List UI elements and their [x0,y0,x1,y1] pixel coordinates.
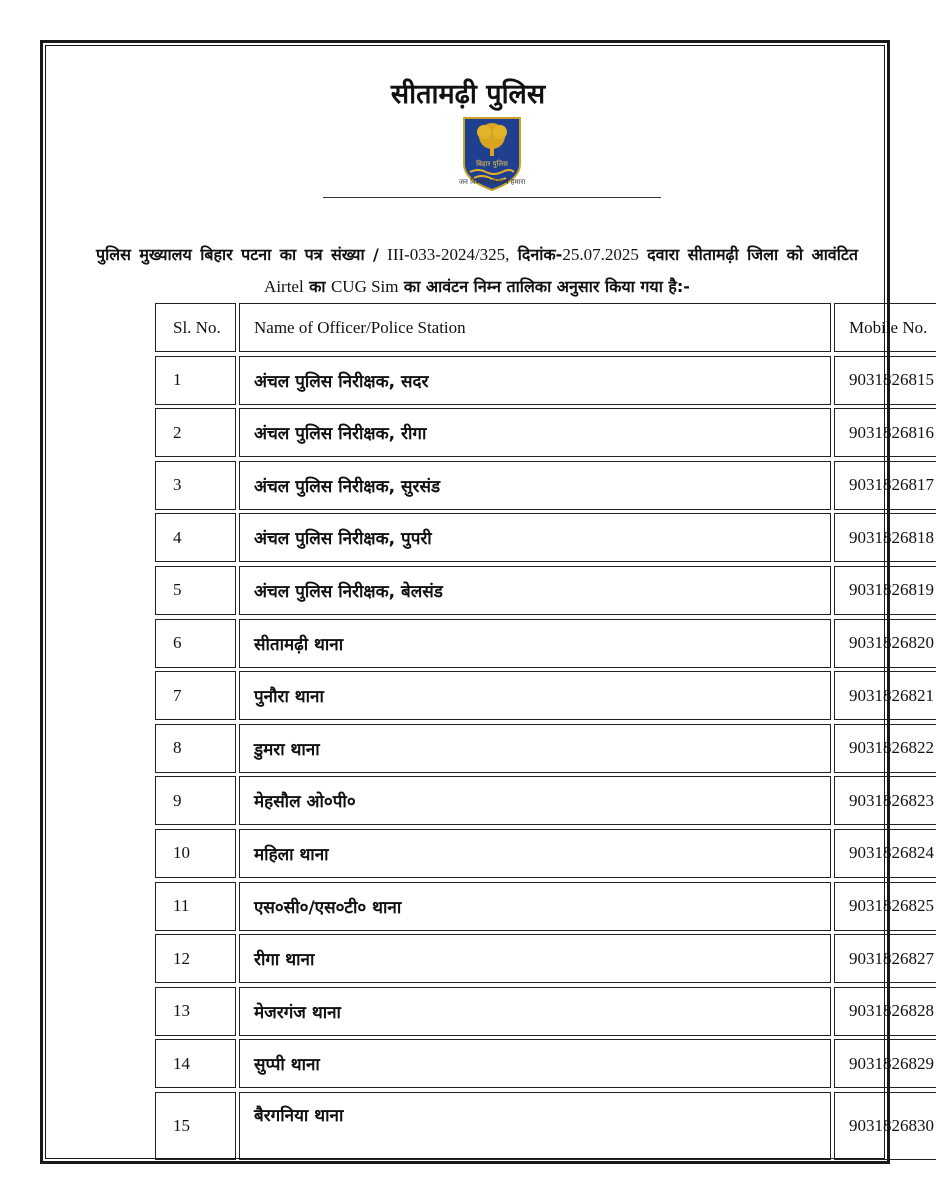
table-row [155,1092,934,1160]
intro-part3: दवारा सीतामढ़ी जिला को आवंटित [647,245,859,264]
mobile-cell: 9031826820 [834,619,936,668]
table-row [155,513,934,562]
header-name: Name of Officer/Police Station [239,303,831,352]
table-row [155,724,934,773]
table-row [155,829,934,878]
name-cell: पुनौरा थाना [239,671,831,720]
intro-airtel: Airtel [264,277,304,296]
name-cell: अंचल पुलिस निरीक्षक, सदर [239,356,831,405]
sl-cell: 10 [155,829,236,878]
intro-part5: का आवंटन निम्न तालिका अनुसार किया गया है:- [403,277,690,296]
mobile-cell: 9031826821 [834,671,936,720]
sl-cell: 11 [155,882,236,931]
sl-cell: 5 [155,566,236,615]
name-cell: रीगा थाना [239,934,831,983]
sl-cell: 14 [155,1039,236,1088]
emblem-motto: जन विश्वास संकल्प हमारा [458,178,526,186]
name-cell: अंचल पुलिस निरीक्षक, रीगा [239,408,831,457]
mobile-cell: 9031826824 [834,829,936,878]
page-title: सीतामढ़ी पुलिस [390,79,546,110]
intro-letter-ref: III-033-2024/325, [387,245,510,264]
intro-date: 25.07.2025 [562,245,639,264]
intro-part1: पुलिस मुख्यालय बिहार पटना का पत्र संख्या / [96,245,379,264]
sl-cell: 8 [155,724,236,773]
table-row [155,776,934,825]
mobile-cell: 9031826822 [834,724,936,773]
intro-paragraph [96,239,858,303]
sl-cell: 13 [155,987,236,1036]
mobile-cell: 9031826828 [834,987,936,1036]
mobile-cell: 9031826830 [834,1092,936,1160]
table-header-row [155,303,928,352]
name-cell: अंचल पुलिस निरीक्षक, बेलसंड [239,566,831,615]
table-row [155,671,934,720]
sim-allocation-table [155,303,934,1164]
name-cell: बैरगनिया थाना [239,1092,831,1160]
emblem-label: बिहार पुलिस [476,160,508,168]
title-divider [323,197,661,198]
sl-cell: 2 [155,408,236,457]
mobile-cell: 9031826823 [834,776,936,825]
table-row [155,987,934,1036]
name-cell: मेजरगंज थाना [239,987,831,1036]
sl-cell: 6 [155,619,236,668]
sl-cell: 12 [155,934,236,983]
name-cell: अंचल पुलिस निरीक्षक, पुपरी [239,513,831,562]
intro-cug: CUG Sim [330,277,399,296]
mobile-cell: 9031826816 [834,408,936,457]
name-cell: सुप्पी थाना [239,1039,831,1088]
sl-cell: 15 [155,1092,236,1160]
table-row [155,566,934,615]
table-row [155,356,934,405]
sl-cell: 4 [155,513,236,562]
name-cell: सीतामढ़ी थाना [239,619,831,668]
sl-cell: 9 [155,776,236,825]
sl-cell: 3 [155,461,236,510]
table-row [155,934,934,983]
mobile-cell: 9031826825 [834,882,936,931]
name-cell: मेहसौल ओ०पी० [239,776,831,825]
name-cell: अंचल पुलिस निरीक्षक, सुरसंड [239,461,831,510]
table-row [155,882,934,931]
name-cell: डुमरा थाना [239,724,831,773]
mobile-cell: 9031826817 [834,461,936,510]
sl-cell: 1 [155,356,236,405]
name-cell: महिला थाना [239,829,831,878]
table-row [155,408,934,457]
sl-cell: 7 [155,671,236,720]
mobile-cell: 9031826827 [834,934,936,983]
mobile-cell: 9031826815 [834,356,936,405]
header-sl-no: Sl. No. [155,303,236,352]
mobile-cell: 9031826829 [834,1039,936,1088]
table-row [155,619,934,668]
mobile-cell: 9031826818 [834,513,936,562]
intro-part2: दिनांक- [517,245,563,264]
name-cell: एस०सी०/एस०टी० थाना [239,882,831,931]
header-mobile: Mobile No. [834,303,936,352]
intro-part4: का [309,277,326,296]
table-row [155,1039,934,1088]
table-row [155,461,934,510]
mobile-cell: 9031826819 [834,566,936,615]
